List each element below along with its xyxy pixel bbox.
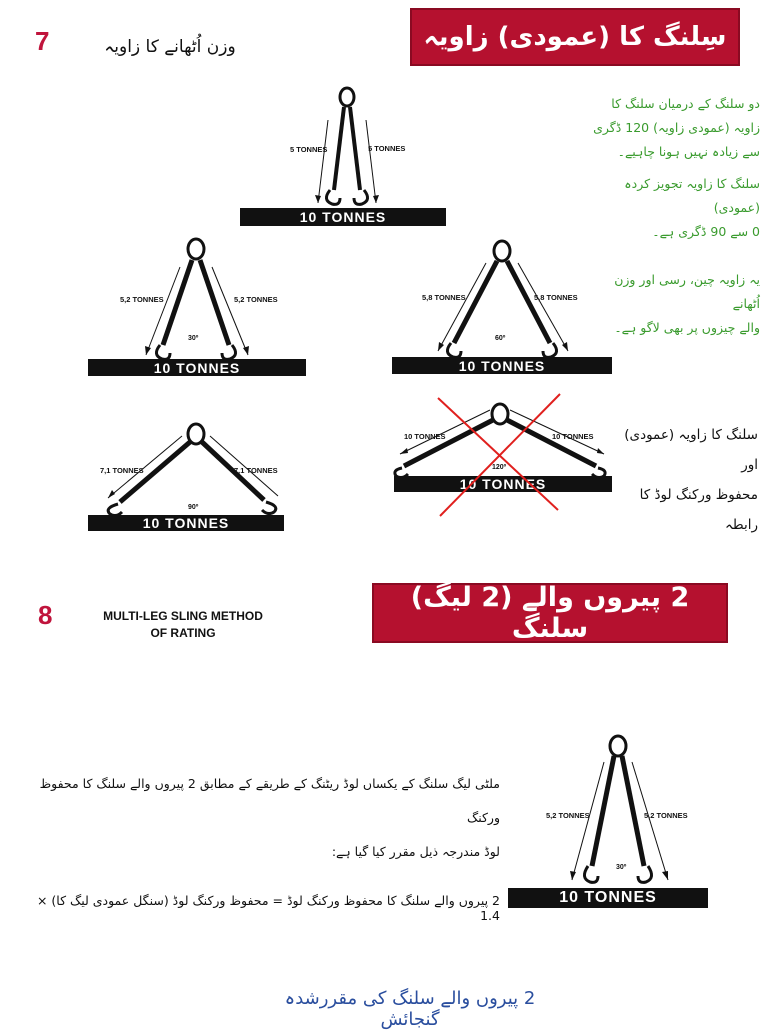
section-7-subtitle: وزن اُٹھانے کا زاویہ	[104, 37, 236, 57]
leg-label-left: 7,1 TONNES	[100, 466, 144, 475]
load-bar: 10 TONNES	[508, 888, 708, 908]
note-line: دو سلنگ کے درمیان سلنگ کا	[611, 96, 760, 111]
relation-line: محفوظ ورکنگ لوڈ کا رابطہ	[639, 487, 758, 533]
paragraph-line: ملٹی لیگ سلنگ کے یکساں لوڈ ریٹنگ کے طریقے کے مطابق 2 پیروں والے سلنگ کا محفوظ ورکنگ	[39, 776, 500, 825]
diagram-90deg	[88, 420, 284, 535]
load-bar: 10 TONNES	[88, 359, 306, 376]
diagram-120deg	[390, 392, 615, 517]
leg-label-left: 10 TONNES	[404, 432, 446, 441]
cross-out-mark	[390, 392, 615, 517]
relation-line: سلنگ کا زاویہ (عمودی) اور	[624, 427, 758, 473]
leg-label-right: 5,2 TONNES	[234, 295, 278, 304]
leg-label-left: 5,2 TONNES	[120, 295, 164, 304]
section-8-banner: 2 پیروں والے (2 لیگ) سلنگ	[372, 583, 728, 643]
angle-label: 30º	[188, 335, 199, 342]
angle-label: 30º	[616, 864, 627, 871]
diagram-vertical	[240, 85, 446, 230]
leg-label-right: 5,8 TONNES	[534, 293, 578, 302]
section-7-notes	[585, 92, 760, 340]
load-bar: 10 TONNES	[394, 476, 612, 492]
diagram-2leg-30deg	[508, 732, 708, 912]
leg-label-right: 10 TONNES	[552, 432, 594, 441]
section-8-paragraph	[30, 767, 500, 869]
load-bar: 10 TONNES	[88, 515, 284, 531]
note-line: والے چیزوں پر بھی لاگو ہے۔	[614, 320, 760, 335]
leg-label-right: 7,1 TONNES	[234, 466, 278, 475]
note-line: سے زیادہ نہیں ہونا چاہیے۔	[617, 144, 760, 159]
note-line: یہ زاویہ چین، رسی اور وزن اُٹھانے	[614, 272, 760, 311]
note-line: سلنگ کا زاویہ تجویز کردہ (عمودی)	[624, 176, 760, 215]
section-7-number: 7	[35, 26, 50, 56]
load-bar: 10 TONNES	[392, 357, 612, 374]
section-8-footer: 2 پیروں والے سلنگ کی مقررشدہ گنجائش	[284, 988, 536, 1030]
section-8-title	[78, 608, 288, 642]
leg-label-right: 5 TONNES	[368, 144, 406, 153]
load-bar: 10 TONNES	[240, 208, 446, 226]
section-8-number: 8	[38, 600, 53, 630]
angle-label: 120º	[492, 464, 507, 471]
leg-label-left: 5 TONNES	[290, 145, 328, 154]
section-8-formula: 2 پیروں والے سلنگ کا محفوظ ورکنگ لوڈ = محفوظ ورکنگ لوڈ (سنگل عمودی لیگ کا) × 1.4	[36, 893, 500, 923]
angle-label: 90º	[188, 504, 199, 511]
title-line: OF RATING	[150, 626, 216, 640]
title-line: MULTI-LEG SLING METHOD	[103, 609, 263, 623]
section-7-banner: سِلنگ کا (عمودی) زاویہ	[410, 8, 740, 66]
leg-label-right: 5,2 TONNES	[644, 811, 688, 820]
section-7-relation	[618, 420, 758, 540]
angle-label: 60º	[495, 335, 506, 342]
note-line: زاویہ (عمودی زاویہ) 120 ڈگری	[593, 120, 760, 135]
diagram-60deg	[392, 235, 612, 380]
leg-label-left: 5,8 TONNES	[422, 293, 466, 302]
sling-2leg-drawing	[508, 732, 708, 912]
diagram-30deg	[88, 235, 306, 380]
leg-label-left: 5,2 TONNES	[546, 811, 590, 820]
note-line: 0 سے 90 ڈگری ہے۔	[652, 224, 760, 239]
paragraph-line: لوڈ مندرجہ ذیل مقرر کیا گیا ہے:	[331, 844, 500, 859]
